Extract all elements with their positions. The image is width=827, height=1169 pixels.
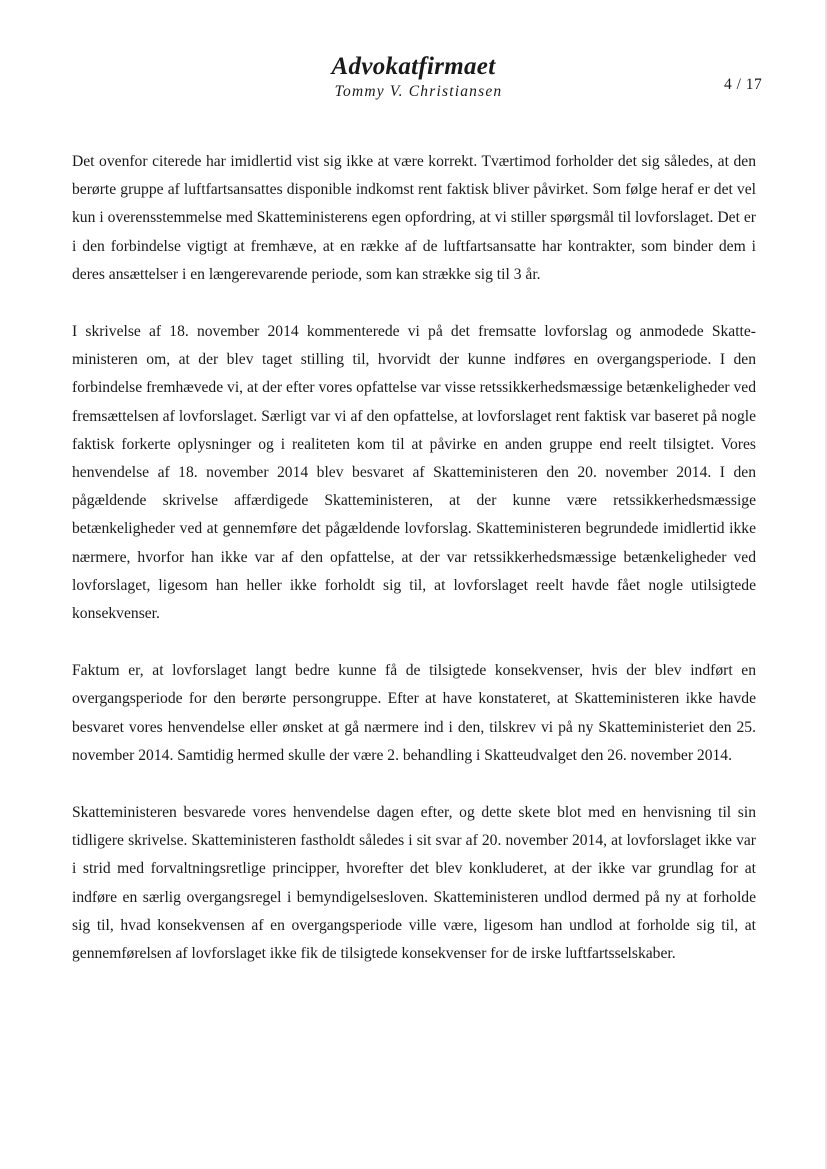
document-body [72,148,756,997]
paragraph-1: Det ovenfor citerede har imidlertid vist sig ikke at være korrekt. Tværtimod forholder det sig således, at den berørte gruppe af luftfartsansattes disponible indkomst rent faktisk bliver påvirket. Som følge heraf er det vel kun i overensstemmelse med Skatteministerens egen opfordring, at vi stiller spørgsmål til lovforslaget. Det er i den forbindelse vigtigt at fremhæve, at en række af de luftfartsansatte har kontrakter, som binder dem i deres ansættelser i en længerevarende periode, som kan strække sig til 3 år. [72,153,756,283]
paragraph-2: I skrivelse af 18. november 2014 kommenterede vi på det fremsatte lovforslag og anmodede Skatteministeren om, at der blev taget stilling til, hvorvidt der kunne indføres en overgangsperiode. I den forbindelse fremhævede vi, at der efter vores opfattelse var visse retssikkerhedsmæssige betænkeligheder ved fremsættelsen af lovforslaget. Særligt var vi af den opfattelse, at lovforslaget rent faktisk var baseret på nogle faktisk forkerte oplysninger og i realiteten kom til at påvirke en anden gruppe end reelt tilsigtet. Vores henvendelse af 18. november 2014 blev besvaret af Skatteministeren den 20. november 2014. I den pågældende skrivelse affærdigede Skatteministeren, at der kunne være retssikkerhedsmæssige betænkeligheder ved at gennemføre det pågældende lovforslag. Skatteministeren begrundede imidlertid ikke nærmere, hvorfor han ikke var af den opfattelse, at der var retssikkerhedsmæssige betænkeligheder ved lovforslaget, ligesom han heller ikke forholdt sig til, at lovforslaget reelt havde fået nogle utilsigtede konsekvenser. [72,323,756,623]
firm-name: Advokatfirmaet [331,53,496,80]
paragraph-4: Skatteministeren besvarede vores henvendelse dagen efter, og dette skete blot med en henvisning til sin tidligere skrivelse. Skatteministeren fastholdt således i sit svar af 20. november 2014, at lovforslaget ikke var i strid med forvaltningsretlige principper, hvorefter det blev konkluderet, at der ikke var grundlag for at indføre en særlig overgangsregel i bemyndigelsesloven. Skatteministeren undlod dermed på ny at forholde sig til, hvad konsekvensen af en overgangsperiode ville være, ligesom han undlod at forholde sig til, at gennemførelsen af lovforslaget ikke fik de tilsigtede konsekvenser for de irske luftfartsselskaber. [72,804,756,963]
firm-person: Tommy V. Christiansen [334,83,503,100]
letterhead [0,52,827,102]
paragraph-3: Faktum er, at lovforslaget langt bedre kunne få de tilsigtede konsekvenser, hvis der blev indført en overgangsperiode for den berørte persongruppe. Efter at have konstateret, at Skatteministeren ikke havde besvaret vores henvendelse eller ønsket at gå nærmere ind i den, tilskrev vi på ny Skatteministeriet den 25. november 2014. Samtidig hermed skulle der være 2. behandling i Skatteudvalget den 26. november 2014. [72,662,756,764]
page-number: 4 / 17 [724,76,763,93]
